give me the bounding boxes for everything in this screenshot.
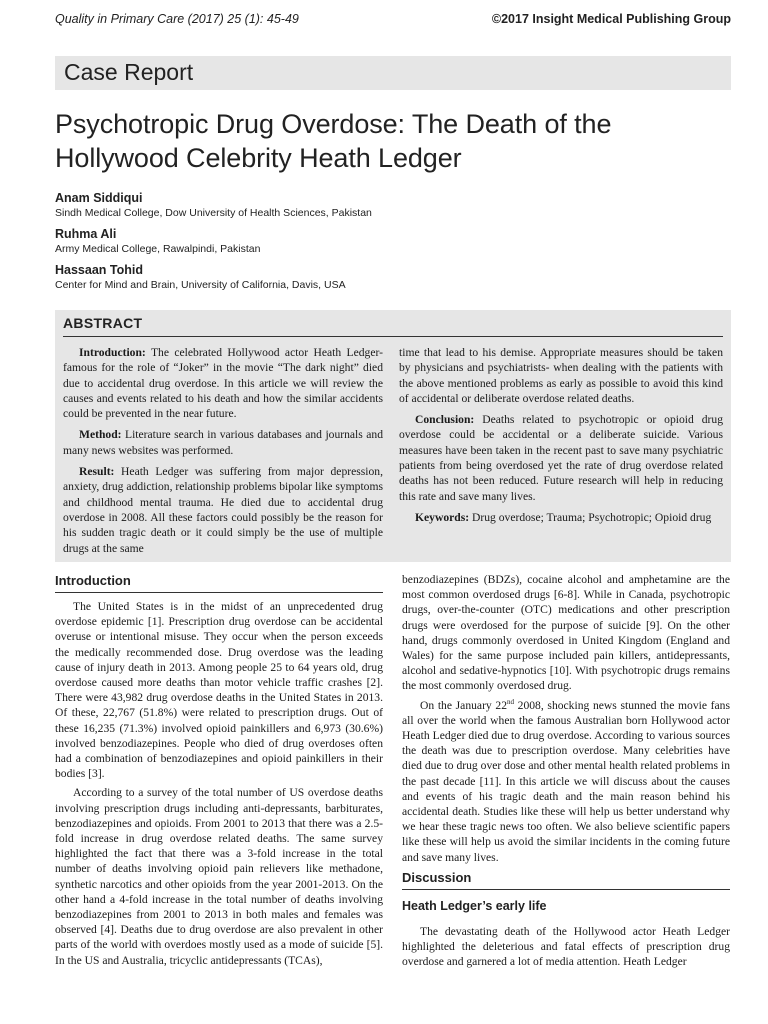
discussion-paragraph-1: The devastating death of the Hollywood actor Heath Ledger highlighted the deleterious and fatal effects of prescription drug overdose and garnered a lot of media attention. Heath Ledger: [402, 924, 730, 969]
abstract-introduction-text: The celebrated Hollywood actor Heath Ledger- famous for the role of “Joker” in the movie “The dark night” died due to accidental drug overdose. In this article we will review the causes and events related to his death and how the similar accidents could be prevented in the near future.: [63, 346, 383, 421]
abstract-column-right: [399, 345, 723, 531]
abstract-keywords-label: Keywords:: [415, 510, 470, 524]
abstract-divider: [63, 336, 723, 337]
introduction-heading: Introduction: [55, 572, 383, 593]
abstract-box: [55, 310, 731, 562]
article-title: Psychotropic Drug Overdose: The Death of the Hollywood Celebrity Heath Ledger: [55, 109, 612, 173]
abstract-keywords: [399, 510, 723, 525]
introduction-paragraph-3-start: On the January 22: [420, 698, 507, 712]
article-type-label: Case Report: [64, 59, 194, 85]
body-column-left: [55, 572, 383, 972]
copyright-notice: ©2017 Insight Medical Publishing Group: [491, 12, 731, 26]
journal-citation: Quality in Primary Care (2017) 25 (1): 45-49: [55, 12, 299, 26]
body-column-right: [402, 572, 730, 973]
author-name: Hassaan Tohid: [55, 263, 143, 277]
ordinal-superscript: nd: [507, 697, 514, 706]
abstract-introduction: [63, 345, 383, 421]
introduction-paragraph-3: [402, 698, 730, 865]
article-type-banner: [55, 56, 731, 90]
author-name: Anam Siddiqui: [55, 191, 143, 205]
author-entry: [55, 262, 735, 292]
abstract-introduction-label: Introduction:: [79, 346, 146, 359]
author-affiliation: Army Medical College, Rawalpindi, Pakistan: [55, 243, 261, 255]
early-life-subheading: Heath Ledger’s early life: [402, 898, 547, 913]
abstract-method-label: Method:: [79, 428, 122, 442]
author-affiliation: Center for Mind and Brain, University of California, Davis, USA: [55, 279, 346, 291]
introduction-paragraph-1: The United States is in the midst of an unprecedented drug overdose epidemic [1]. Prescription drug overdose can be accidental overuse or intentional misuse. They occur when the person exceeds the medically recommended dose. Drug overdose was the leading cause of injury death in 2013. Among people 25 to 64 years old, drug overdose caused more deaths than motor vehicle traffic crashes [2]. There were 43,982 drug overdose deaths in the United States in 2013. Of these, 22,767 (51.8%) were related to prescription drugs. Out of these 16,235 (71.3%) involved opioid painkillers and 6,973 (30.6%) involved benzodiazepines. People who died of drug overdoses often had a combination of benzodiazepines and opioid painkillers in their bodies [3].: [55, 600, 383, 781]
abstract-result-text: Heath Ledger was suffering from major depression, anxiety, drug addiction, relationship problems bipolar like symptoms and childhood mental trauma. He died due to accidental drug overdose in 2008. All these factors could possibly be the reason for his sudden tragic death or it could simply be the use of multiple drugs at the same: [63, 465, 383, 555]
author-list: [55, 190, 735, 298]
author-affiliation: Sindh Medical College, Dow University of Health Sciences, Pakistan: [55, 207, 372, 219]
introduction-paragraph-3-rest: 2008, shocking news stunned the movie fans all over the world when the famous Australian born Hollywood actor Heath Ledger died due to drug overdose. According to various sources the death was due to prescription overdose. Many celebrities have died due to drug over dose and other mental health related problems in the past decade [11]. In this article we will discuss about the causes and events of his tragic death and the main reason behind his accidental death. Studies like these will help us better understand why we hear these tragic news too often. We also believe scientific papers like these will help us avoid the similar incidents in the coming future and save many lives.: [402, 698, 730, 864]
author-entry: [55, 190, 735, 220]
introduction-paragraph-2-continued: benzodiazepines (BDZs), cocaine alcohol and amphetamine are the most common overdosed drugs [6-8]. While in Canada, psychotropic drugs, over-the-counter (OTC) medications and other prescription drugs were overdosed for the purpose of suicide [9]. On the other hand, drugs commonly overdosed in United Kingdom (England and Wales) for the same purpose included pain killers, antidepressants, alcohol and sedative-hypnotics [10]. With psychotropic drugs remains the most commonly overdosed drug.: [402, 573, 730, 693]
abstract-column-left: [63, 345, 383, 562]
abstract-result: [63, 464, 383, 556]
author-entry: [55, 226, 735, 256]
abstract-conclusion-text: Deaths related to psychotropic or opioid drug overdose could be accidental or a deliberate suicide. Various measures have been taken in the recent past to save many psychiatric patients from being overdosed yet the rate of drug overdose related deaths has not been reduced. Future research will help in reducing this rate and save many lives.: [399, 413, 723, 503]
abstract-method: [63, 427, 383, 458]
abstract-conclusion: [399, 412, 723, 504]
abstract-heading: ABSTRACT: [63, 315, 143, 331]
abstract-method-text: Literature search in various databases and journals and many news websites was performed.: [63, 428, 384, 457]
abstract-result-continued: time that lead to his demise. Appropriate measures should be taken by physicians and psychiatrists- when dealing with the patients with the above mentioned problems as early as possible to avoid this kind of accidental or deliberate overdose related deaths.: [399, 346, 723, 405]
introduction-paragraph-2: According to a survey of the total number of US overdose deaths involving prescription drugs including anti-depressants, barbiturates, benzodiazepines and opioids. From 2001 to 2013 that there was a 2.5-fold increase in drug overdose related deaths. The same survey highlighted the fact that there was a 3-fold increase in the total number of deaths involving opioid pain relievers like methadone, synthetic narcotics and other opioids from the year 2001-2013. On the other hand a 4-fold increase in the total number of deaths involving benzodiazepines from 2001 to 2013 in both males and females was observed [4]. Deaths due to drug overdose are also prevalent in other parts of the world with overdoes mostly used as a mode of suicide [5]. In the US and Australia, tricyclic antidepressants (TCAs),: [55, 786, 383, 967]
abstract-conclusion-label: Conclusion:: [415, 413, 475, 427]
running-header: [55, 12, 731, 30]
discussion-heading: Discussion: [402, 869, 730, 890]
author-name: Ruhma Ali: [55, 227, 117, 241]
abstract-result-label: Result:: [79, 465, 115, 479]
abstract-keywords-text: Drug overdose; Trauma; Psychotropic; Opioid drug: [472, 510, 712, 524]
